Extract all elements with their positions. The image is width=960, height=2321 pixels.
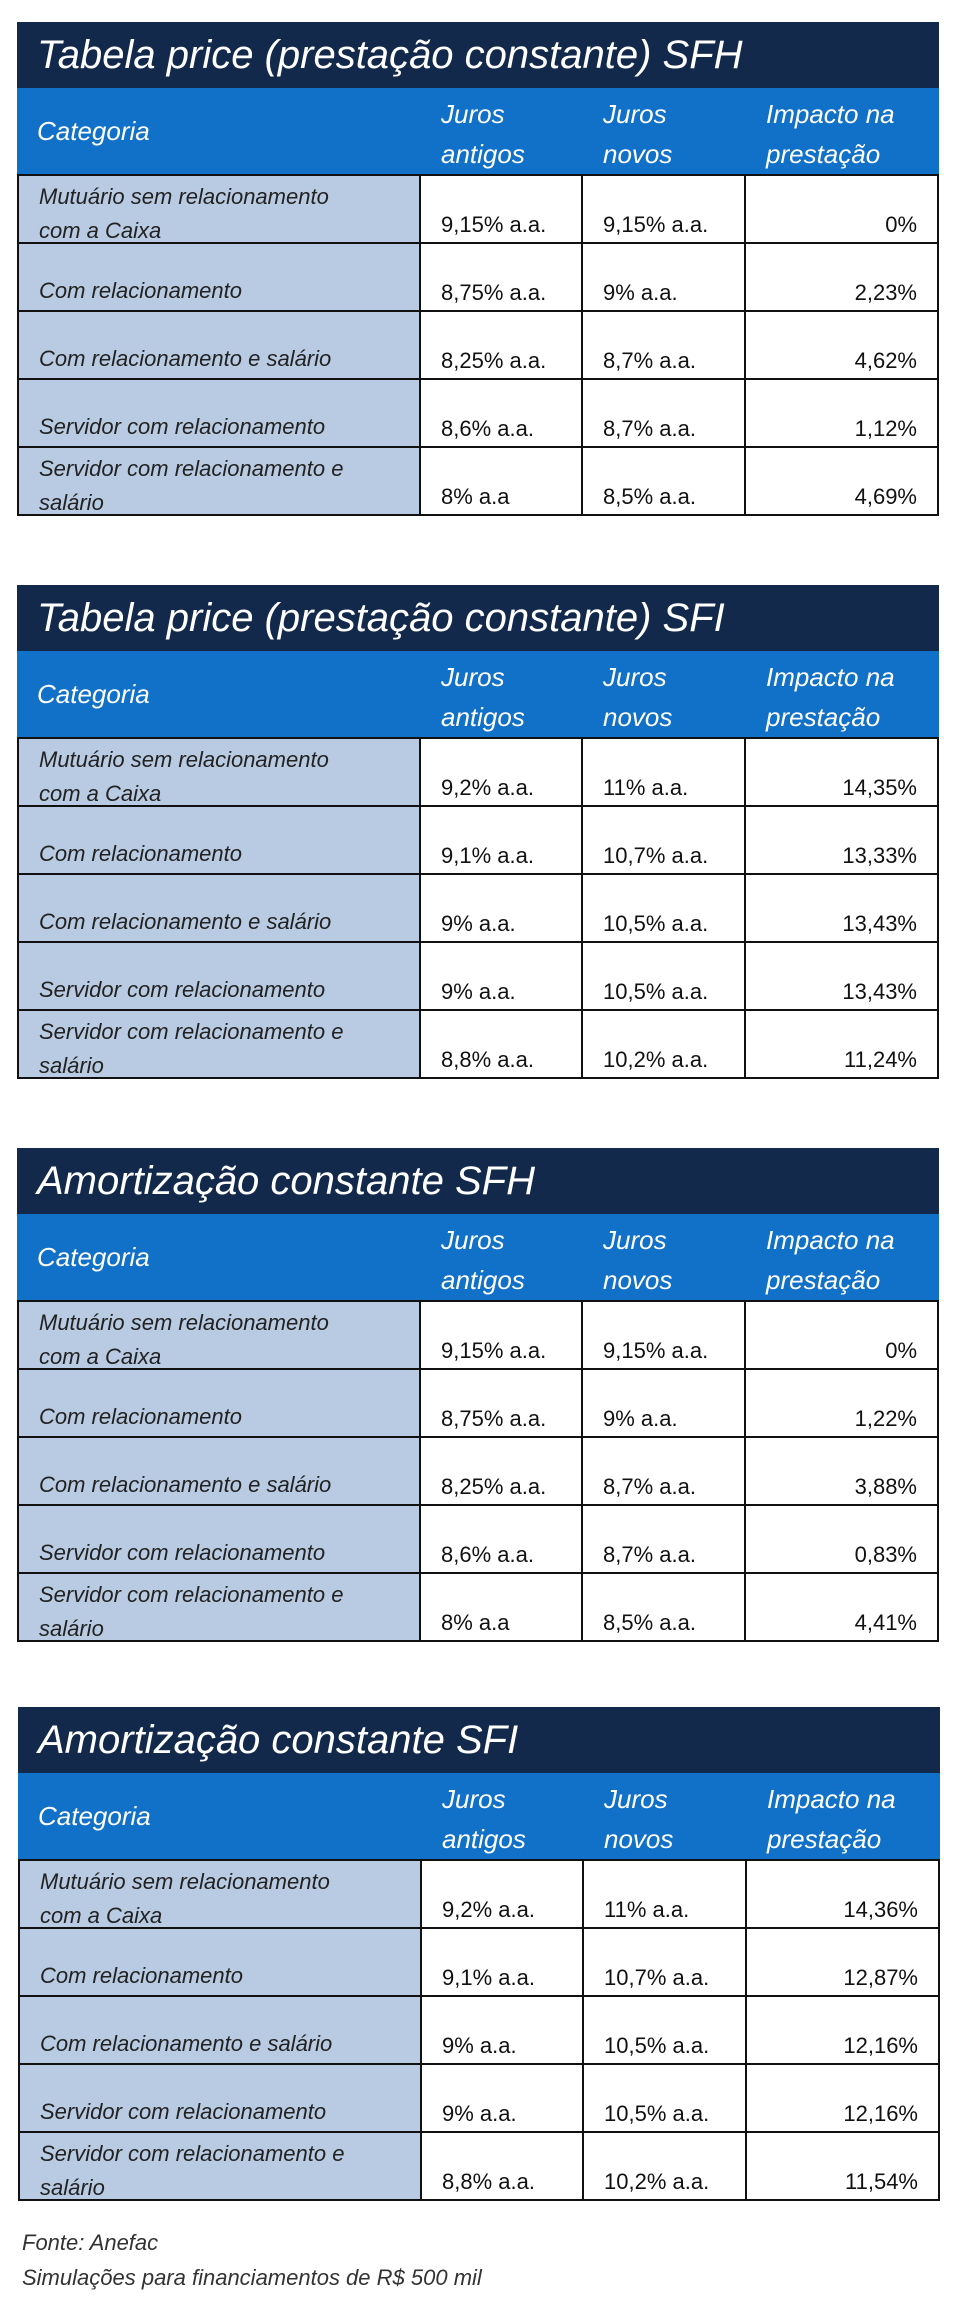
header-categoria-label: Categoria [37,116,150,146]
source-note: Fonte: Anefac [22,2230,159,2255]
row-category [19,807,421,873]
juros-antigos-value: 9% a.a. [421,875,583,941]
table-header [17,1214,939,1300]
category-line: Mutuário sem relacionamento [39,184,329,209]
category-line: salário [39,490,104,515]
row-category-text [39,1306,419,1374]
footer [22,2225,482,2295]
header-juros-antigos [421,651,583,737]
row-category [19,312,421,378]
category-line: Com relacionamento e salário [39,346,332,371]
header-line: novos [604,1824,674,1854]
juros-novos-value: 8,5% a.a. [583,448,746,514]
table-title: Tabela price (prestação constante) SFI [17,585,939,651]
header-line: novos [603,702,673,732]
header-categoria [17,651,421,737]
row-category-text [39,1578,419,1646]
juros-antigos-value: 8,25% a.a. [421,312,583,378]
header-line: Impacto na [766,99,895,129]
impacto-value: 2,23% [746,244,939,310]
impacto-value: 14,36% [747,1861,940,1927]
category-line: Servidor com relacionamento [40,2099,327,2124]
table-row [19,1011,939,1079]
header-line: antigos [441,139,525,169]
impacto-value: 12,16% [747,1997,940,2063]
juros-novos-value: 10,2% a.a. [583,1011,746,1077]
table-row [19,244,939,312]
row-category-text [40,1865,420,1933]
juros-novos-value: 8,7% a.a. [583,312,746,378]
table-row [19,1302,939,1370]
table-title: Amortização constante SFI [18,1707,940,1773]
category-line: salário [40,2175,105,2200]
juros-antigos-value: 8,6% a.a. [421,380,583,446]
impacto-value: 0% [746,1302,939,1368]
category-line: com a Caixa [39,781,162,806]
row-category-text [39,274,242,308]
category-line: Servidor com relacionamento e [40,2141,345,2166]
row-category [19,875,421,941]
header-juros-antigos [421,1214,583,1300]
table-row [19,1438,939,1506]
impacto-value: 14,35% [746,739,939,805]
table-body [18,1859,940,2201]
row-category [19,739,421,805]
row-category-text [40,1959,243,1993]
juros-novos-value: 8,7% a.a. [583,1506,746,1572]
header-impacto [747,1773,940,1859]
category-line: salário [39,1616,104,1641]
juros-antigos-value: 9% a.a. [422,1997,584,2063]
header-line: Juros [441,99,505,129]
juros-antigos-value: 8,6% a.a. [421,1506,583,1572]
header-line: antigos [441,1265,525,1295]
juros-novos-value: 10,7% a.a. [584,1929,747,1995]
impacto-value: 3,88% [746,1438,939,1504]
header-line: Juros [603,99,667,129]
category-line: Com relacionamento e salário [39,909,332,934]
header-juros-antigos [422,1773,584,1859]
juros-antigos-value: 8% a.a [421,1574,583,1640]
juros-antigos-value: 8% a.a [421,448,583,514]
table-body [17,1300,939,1642]
impacto-value: 12,16% [747,2065,940,2131]
header-line: Impacto na [766,662,895,692]
header-line: prestação [766,702,881,732]
row-category [19,448,421,514]
header-line: Impacto na [766,1225,895,1255]
category-line: Mutuário sem relacionamento [39,747,329,772]
row-category [19,943,421,1009]
juros-novos-value: 10,7% a.a. [583,807,746,873]
header-categoria-label: Categoria [38,1801,151,1831]
juros-novos-value: 10,5% a.a. [584,2065,747,2131]
juros-novos-value: 11% a.a. [583,739,746,805]
row-category-text [39,905,331,939]
category-line: com a Caixa [39,218,162,243]
juros-antigos-value: 9,1% a.a. [421,807,583,873]
row-category [20,2133,422,2199]
table-row [20,1861,940,1929]
row-category [20,1929,422,1995]
header-line: antigos [442,1824,526,1854]
table-row [19,875,939,943]
header-line: prestação [767,1824,882,1854]
row-category-text [39,180,419,248]
juros-novos-value: 9% a.a. [583,1370,746,1436]
table-row [20,1929,940,1997]
header-line: prestação [766,139,881,169]
juros-antigos-value: 8,75% a.a. [421,1370,583,1436]
table-header [17,88,939,174]
category-line: Servidor com relacionamento e [39,1019,344,1044]
juros-novos-value: 8,7% a.a. [583,1438,746,1504]
table-row [19,739,939,807]
category-line: salário [39,1053,104,1078]
header-juros-antigos [421,88,583,174]
header-line: Juros [603,1225,667,1255]
header-juros-novos [584,1773,747,1859]
category-line: Mutuário sem relacionamento [40,1869,330,1894]
table-row [20,1997,940,2065]
impacto-value: 4,41% [746,1574,939,1640]
table-row [19,1506,939,1574]
header-categoria-label: Categoria [37,1242,150,1272]
table-row [19,312,939,380]
simulation-note: Simulações para financiamentos de R$ 500 mil [22,2265,482,2290]
category-line: Servidor com relacionamento e [39,1582,344,1607]
header-impacto [746,88,939,174]
juros-novos-value: 10,5% a.a. [583,875,746,941]
table-row [20,2133,940,2201]
category-line: Com relacionamento e salário [39,1472,332,1497]
row-category [19,1370,421,1436]
header-line: Impacto na [767,1784,896,1814]
table-price-sfh [17,22,939,516]
impacto-value: 0% [746,176,939,242]
impacto-value: 13,43% [746,875,939,941]
table-row [19,943,939,1011]
juros-antigos-value: 8,8% a.a. [421,1011,583,1077]
category-line: Com relacionamento [39,278,242,303]
category-line: Mutuário sem relacionamento [39,1310,329,1335]
table-row [19,1574,939,1642]
row-category-text [40,2137,420,2205]
row-category-text [39,1400,242,1434]
juros-novos-value: 8,7% a.a. [583,380,746,446]
row-category [19,1011,421,1077]
impacto-value: 1,22% [746,1370,939,1436]
header-categoria [17,88,421,174]
header-line: Juros [604,1784,668,1814]
header-line: prestação [766,1265,881,1295]
table-amortizacao-sfi [18,1707,940,2201]
juros-antigos-value: 9,1% a.a. [422,1929,584,1995]
category-line: com a Caixa [39,1344,162,1369]
row-category [19,244,421,310]
juros-novos-value: 10,2% a.a. [584,2133,747,2199]
impacto-value: 11,24% [746,1011,939,1077]
header-impacto [746,1214,939,1300]
category-line: Servidor com relacionamento [39,1540,326,1565]
juros-antigos-value: 9,15% a.a. [421,1302,583,1368]
juros-novos-value: 9% a.a. [583,244,746,310]
header-juros-novos [583,651,746,737]
row-category [20,1997,422,2063]
row-category-text [39,342,331,376]
row-category-text [40,2027,332,2061]
table-header [17,651,939,737]
category-line: Servidor com relacionamento [39,414,326,439]
juros-novos-value: 8,5% a.a. [583,1574,746,1640]
impacto-value: 0,83% [746,1506,939,1572]
row-category [20,1861,422,1927]
juros-novos-value: 9,15% a.a. [583,176,746,242]
impacto-value: 13,43% [746,943,939,1009]
table-title: Tabela price (prestação constante) SFH [17,22,939,88]
juros-novos-value: 10,5% a.a. [584,1997,747,2063]
row-category [19,1506,421,1572]
category-line: Com relacionamento [39,1404,242,1429]
row-category [19,1438,421,1504]
impacto-value: 11,54% [747,2133,940,2199]
juros-novos-value: 10,5% a.a. [583,943,746,1009]
row-category-text [39,452,419,520]
table-price-sfi [17,585,939,1079]
row-category-text [39,743,419,811]
row-category-text [39,837,242,871]
juros-antigos-value: 9% a.a. [422,2065,584,2131]
table-row [19,807,939,875]
juros-antigos-value: 9,2% a.a. [421,739,583,805]
impacto-value: 1,12% [746,380,939,446]
juros-novos-value: 11% a.a. [584,1861,747,1927]
table-row [19,176,939,244]
table-row [19,1370,939,1438]
row-category [19,1574,421,1640]
row-category [19,176,421,242]
row-category-text [40,2095,326,2129]
table-body [17,737,939,1079]
header-juros-novos [583,88,746,174]
juros-antigos-value: 9,2% a.a. [422,1861,584,1927]
row-category-text [39,410,325,444]
header-juros-novos [583,1214,746,1300]
juros-antigos-value: 8,25% a.a. [421,1438,583,1504]
row-category-text [39,1015,419,1083]
juros-antigos-value: 9% a.a. [421,943,583,1009]
table-header [18,1773,940,1859]
table-row [19,448,939,516]
row-category-text [39,973,325,1007]
row-category-text [39,1536,325,1570]
impacto-value: 4,62% [746,312,939,378]
juros-antigos-value: 8,75% a.a. [421,244,583,310]
row-category [20,2065,422,2131]
header-line: novos [603,1265,673,1295]
category-line: Com relacionamento [39,841,242,866]
row-category [19,380,421,446]
category-line: Com relacionamento e salário [40,2031,333,2056]
table-title: Amortização constante SFH [17,1148,939,1214]
row-category [19,1302,421,1368]
impacto-value: 13,33% [746,807,939,873]
row-category-text [39,1468,331,1502]
table-amortizacao-sfh [17,1148,939,1642]
header-categoria [18,1773,422,1859]
header-line: Juros [441,662,505,692]
category-line: Com relacionamento [40,1963,243,1988]
category-line: Servidor com relacionamento e [39,456,344,481]
header-line: Juros [441,1225,505,1255]
header-line: antigos [441,702,525,732]
juros-antigos-value: 8,8% a.a. [422,2133,584,2199]
category-line: Servidor com relacionamento [39,977,326,1002]
impacto-value: 4,69% [746,448,939,514]
header-impacto [746,651,939,737]
header-line: Juros [442,1784,506,1814]
category-line: com a Caixa [40,1903,163,1928]
impacto-value: 12,87% [747,1929,940,1995]
header-categoria-label: Categoria [37,679,150,709]
table-row [19,380,939,448]
header-categoria [17,1214,421,1300]
juros-novos-value: 9,15% a.a. [583,1302,746,1368]
header-line: novos [603,139,673,169]
table-row [20,2065,940,2133]
header-line: Juros [603,662,667,692]
table-body [17,174,939,516]
juros-antigos-value: 9,15% a.a. [421,176,583,242]
